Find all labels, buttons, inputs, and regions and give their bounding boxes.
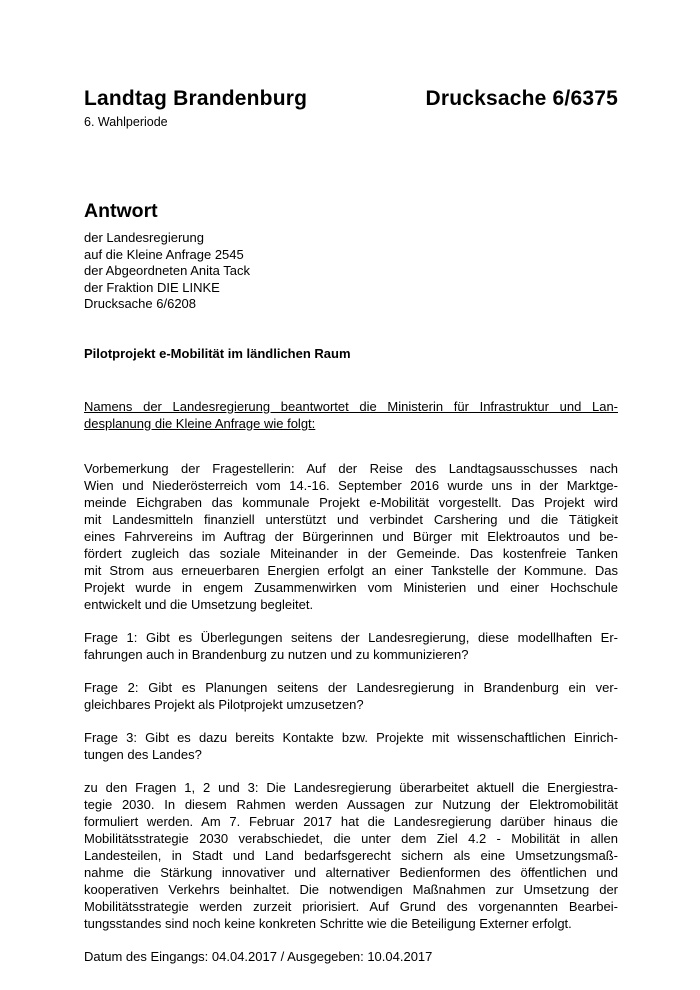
text-line: tungsstandes sind noch keine konkreten Schritte wie die Beteiligung Externer erfolgt. (84, 915, 572, 931)
text-line: der Fraktion DIE LINKE (84, 279, 220, 295)
text-line: nahme die Stärkung innovativer und alternativer Bedienformen des öffentlichen und (84, 864, 618, 880)
answer-block (84, 200, 618, 313)
text-line: Namens der Landesregierung beantwortet die Ministerin für Infrastruktur und Lan- (84, 398, 618, 414)
text-line: kooperativen Verkehrs beinhaltet. Die notwendigen Maßnahmen zur Umsetzung der (84, 881, 618, 897)
dates-line: Datum des Eingangs: 04.04.2017 / Ausgegeben: 10.04.2017 (84, 948, 433, 964)
paragraph-frage-2 (84, 679, 618, 713)
text-line: mit Strom aus erneuerbaren Energien erfolgt an einer Tankstelle der Kommune. Das (84, 562, 618, 578)
paragraph-vorbemerkung (84, 460, 618, 613)
parliament-title: Landtag Brandenburg (84, 87, 308, 110)
text-line: eines Fahrvereins im Auftrag der Bürgerinnen und Bürger mit Elektroautos und be- (84, 528, 618, 544)
text-line: tegie 2030. In diesem Rahmen werden Aussagen zur Nutzung der Elektromobilität (84, 796, 618, 812)
answer-heading: Antwort (84, 200, 158, 222)
text-line: fahrungen auch in Brandenburg zu nutzen und zu kommunizieren? (84, 646, 469, 662)
text-line: meinde Eichgraben das kommunale Projekt e-Mobilität vorgestellt. Das Projekt wird (84, 494, 618, 510)
text-line: fördert zugleich das soziale Miteinander in der Gemeinde. Das kostenfreie Tanken (84, 545, 618, 561)
paragraph-antwort-fragen-1-3 (84, 779, 618, 932)
text-line: zu den Fragen 1, 2 und 3: Die Landesregierung überarbeitet aktuell die Energiestra- (84, 779, 618, 795)
text-line: Frage 3: Gibt es dazu bereits Kontakte bzw. Projekte mit wissenschaftlichen Einrich- (84, 729, 618, 745)
text-line: der Abgeordneten Anita Tack (84, 263, 250, 278)
text-line: Drucksache 6/6208 (84, 296, 197, 311)
subject-line: Pilotprojekt e-Mobilität im ländlichen Raum (84, 345, 351, 361)
text-line: formuliert werden. Am 7. Februar 2017 hat die Landesregierung darüber hinaus die (84, 813, 618, 829)
text-line: entwickelt und die Umsetzung begleitet. (84, 596, 314, 612)
text-line: desplanung die Kleine Anfrage wie folgt: (84, 415, 316, 431)
text-line: gleichbares Projekt als Pilotprojekt umzusetzen? (84, 696, 364, 712)
text-line: mit Landesmitteln finanziell unterstützt und verbindet Carshering und die Tätigkeit (84, 511, 618, 527)
title-row (84, 87, 618, 111)
text-line: der Landesregierung (84, 230, 204, 245)
text-line: Landesteilen, in Stadt und Land bedarfsgerecht sichern als eine Umsetzungsmaß- (84, 847, 618, 863)
paragraph-frage-3 (84, 729, 618, 763)
wahlperiode-label: 6. Wahlperiode (84, 115, 168, 129)
text-line: Frage 1: Gibt es Überlegungen seitens der Landesregierung, diese modellhaften Er- (84, 629, 618, 645)
text-line: Projekt wurde in engem Zusammenwirken vom Ministerien und einer Hochschule (84, 579, 618, 595)
answer-meta-lines (84, 230, 618, 313)
document-header (84, 87, 618, 130)
text-line: Mobilitätsstrategie 2030 verabschiedet, die unter dem Ziel 4.2 - Mobilität in allen (84, 830, 618, 846)
paragraph-frage-1 (84, 629, 618, 663)
text-line: tungen des Landes? (84, 746, 202, 762)
text-line: Wien und Niederösterreich vom 14.-16. September 2016 wurde uns in der Marktge- (84, 477, 618, 493)
drucksache-number: Drucksache 6/6375 (425, 87, 618, 110)
text-line: Mobilitätsstrategie werden zurzeit priorisiert. Auf Grund des vorgenannten Bearbei- (84, 898, 618, 914)
text-line: Vorbemerkung der Fragestellerin: Auf der Reise des Landtagsausschusses nach (84, 460, 618, 476)
text-line: auf die Kleine Anfrage 2545 (84, 246, 244, 262)
intro-paragraph (84, 398, 618, 432)
text-line: Frage 2: Gibt es Planungen seitens der Landesregierung in Brandenburg ein ver- (84, 679, 618, 695)
